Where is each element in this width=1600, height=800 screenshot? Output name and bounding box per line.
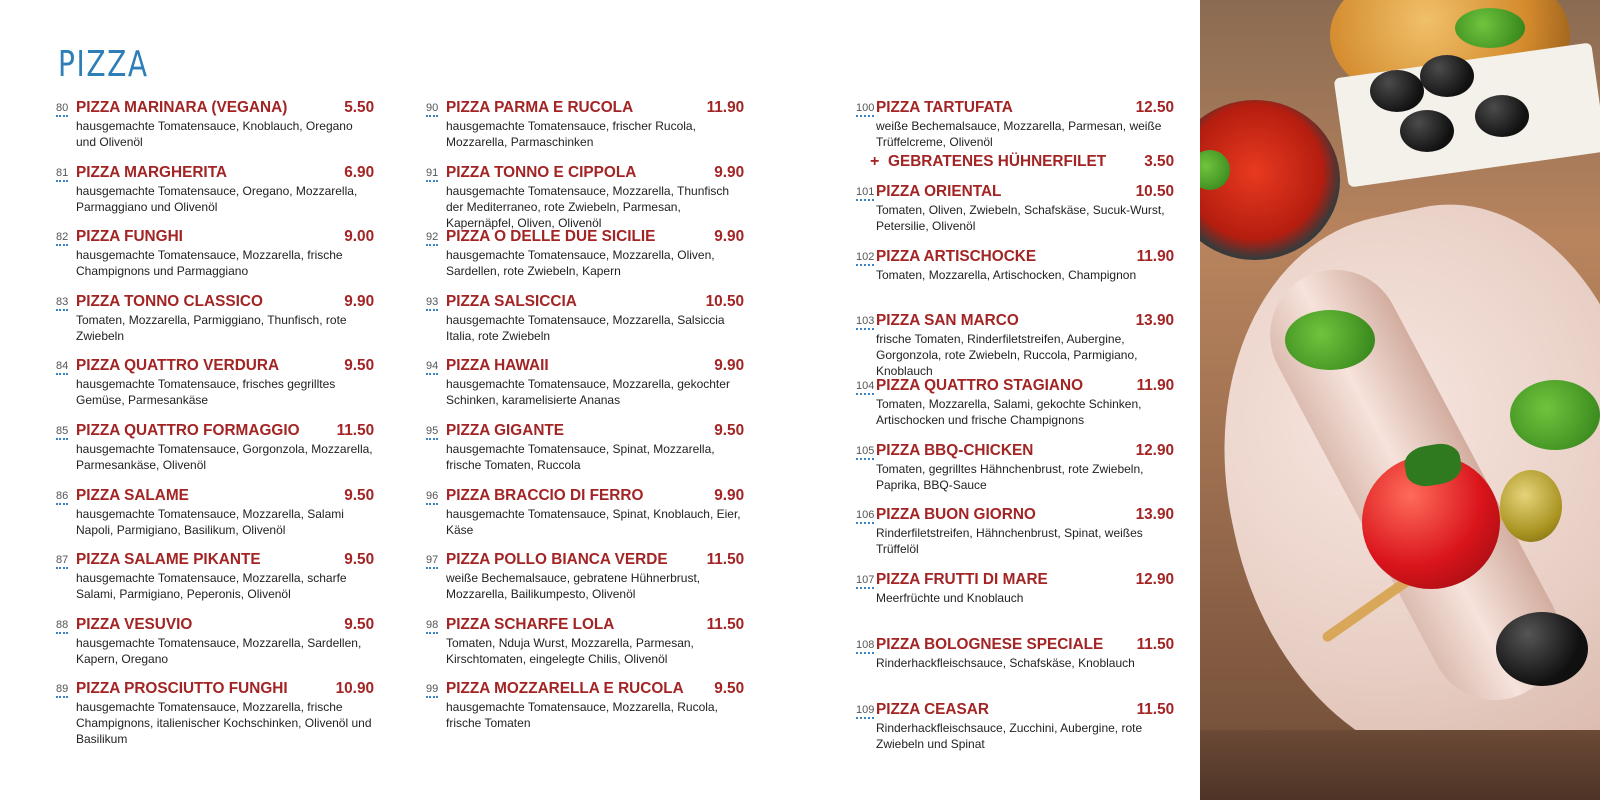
item-header (876, 571, 1174, 589)
black-olive (1496, 612, 1588, 686)
item-header (446, 487, 744, 505)
item-number: 91 (426, 167, 438, 182)
item-price: 11.90 (706, 99, 744, 116)
item-description: hausgemachte Tomatensauce, Mozzarella, gekochter Schinken, karamelisierte Ananas (446, 377, 730, 408)
item-number: 88 (56, 619, 68, 634)
menu-item (856, 183, 1174, 248)
item-price: 11.50 (706, 551, 744, 569)
item-price: 11.90 (1136, 247, 1174, 265)
item-header (76, 680, 374, 698)
item-header (876, 636, 1174, 654)
item-number: 95 (426, 425, 438, 440)
food-photo (1200, 0, 1600, 800)
item-price: 9.50 (344, 615, 374, 633)
menu-item (56, 228, 374, 293)
item-description: Rinderhackfleischsauce, Zucchini, Aubergine, rote Zwiebeln und Spinat (876, 720, 1143, 751)
item-description: Tomaten, Oliven, Zwiebeln, Schafskäse, Sucuk-Wurst, Petersilie, Olivenöl (876, 203, 1165, 233)
menu-item (856, 571, 1174, 636)
item-number: 98 (426, 619, 438, 634)
item-header (446, 293, 744, 311)
item-description: hausgemachte Tomatensauce, Mozzarella, Thunfisch der Mediterraneo, rote Zwiebeln, Parmesan, Kapernäpfel, Oliven, Olivenöl (446, 183, 730, 230)
menu-item (856, 312, 1174, 377)
item-description: weiße Bechemalsauce, gebratene Hühnerbrust, Mozzarella, Bailikumpesto, Olivenöl (446, 571, 701, 602)
item-price: 12.50 (1135, 99, 1174, 116)
menu-item (856, 99, 1174, 183)
plus-sign: + (870, 153, 880, 170)
item-header (446, 228, 744, 246)
item-price: 6.90 (344, 163, 374, 181)
item-header (76, 422, 374, 440)
item-price: 11.50 (1136, 635, 1174, 653)
item-number: 97 (426, 554, 438, 569)
menu-item (426, 293, 744, 358)
item-price: 9.00 (344, 228, 374, 246)
item-description: frische Tomaten, Rinderfiletstreifen, Aubergine, Gorgonzola, rote Zwiebeln, Ruccola, Parmigiano, Knoblauch (876, 332, 1138, 379)
menu-item (426, 164, 744, 229)
item-header (876, 183, 1174, 201)
item-price: 11.50 (1136, 700, 1174, 718)
item-number: 96 (426, 490, 438, 505)
item-description: hausgemachte Tomatensauce, Mozzarella, Salsiccia Italia, rote Zwiebeln (446, 312, 725, 343)
item-number: 92 (426, 231, 438, 246)
item-description: hausgemachte Tomatensauce, Mozzarella, Oliven, Sardellen, rote Zwiebeln, Kapern (446, 248, 715, 279)
item-description: hausgemachte Tomatensauce, Mozzarella, frische Champignons, italienischer Kochschinken, Olivenöl und Basilikum (76, 700, 372, 747)
item-name: PIZZA BBQ-CHICKEN (876, 441, 1034, 459)
item-price: 11.50 (706, 615, 744, 633)
item-name: PIZZA MARINARA (VEGANA) (76, 99, 288, 116)
item-header (76, 293, 374, 311)
item-price: 13.90 (1135, 506, 1174, 524)
menu-item (426, 616, 744, 681)
item-name: PIZZA FUNGHI (76, 228, 183, 246)
item-description: hausgemachte Tomatensauce, Mozzarella, Salami Napoli, Parmigiano, Basilikum, Olivenöl (76, 506, 344, 537)
green-olive (1500, 470, 1562, 542)
item-price: 9.50 (714, 421, 744, 439)
item-number: 85 (56, 425, 68, 440)
item-price: 9.90 (344, 292, 374, 310)
menu-item (426, 99, 744, 164)
item-header (76, 228, 374, 246)
menu-item (426, 357, 744, 422)
item-name: PIZZA SALAME (76, 486, 189, 504)
item-name: PIZZA PARMA E RUCOLA (446, 99, 634, 116)
item-header (446, 99, 744, 117)
menu-item (56, 487, 374, 552)
item-header (76, 164, 374, 182)
menu-item (856, 506, 1174, 571)
item-price: 11.90 (1136, 377, 1174, 395)
menu-item (56, 422, 374, 487)
item-number: 86 (56, 490, 68, 505)
parsley-sprig (1285, 310, 1375, 370)
item-description: Tomaten, Mozzarella, Artischocken, Champignon (876, 267, 1137, 282)
item-price: 10.50 (705, 292, 744, 310)
item-name: PIZZA ARTISCHOCKE (876, 247, 1037, 265)
menu-item (56, 680, 374, 745)
item-name: PIZZA SALSICCIA (446, 292, 577, 310)
menu-item (426, 422, 744, 487)
item-number: 93 (426, 296, 438, 311)
item-name: PIZZA O DELLE DUE SICILIE (446, 228, 656, 246)
item-price: 11.50 (336, 421, 374, 439)
item-number: 94 (426, 360, 438, 375)
parsley-sprig (1510, 380, 1600, 450)
item-description: hausgemachte Tomatensauce, Oregano, Mozzarella, Parmaggiano und Olivenöl (76, 183, 358, 214)
item-name: PIZZA SAN MARCO (876, 312, 1019, 330)
item-name: PIZZA TONNO E CIPPOLA (446, 163, 637, 181)
item-price: 9.50 (344, 551, 374, 569)
item-price: 9.50 (344, 486, 374, 504)
item-description: Rinderfiletstreifen, Hähnchenbrust, Spinat, weißes Trüffelöl (876, 526, 1143, 557)
item-description: hausgemachte Tomatensauce, Mozzarella, Rucola, frische Tomaten (446, 700, 718, 731)
item-description: Rinderhackfleischsauce, Schafskäse, Knoblauch (876, 655, 1135, 670)
menu-column-3 (856, 99, 1174, 765)
item-header (876, 377, 1174, 395)
item-price: 9.90 (714, 163, 744, 181)
item-price: 10.50 (1135, 183, 1174, 200)
black-olive (1400, 110, 1454, 152)
item-price: 9.90 (714, 228, 744, 246)
item-name: PIZZA QUATTRO FORMAGGIO (76, 421, 300, 439)
item-name: PIZZA BRACCIO DI FERRO (446, 486, 644, 504)
menu-item (426, 551, 744, 616)
item-number: 83 (56, 296, 68, 311)
item-description: hausgemachte Tomatensauce, Gorgonzola, Mozzarella, Parmesankäse, Olivenöl (76, 441, 373, 472)
item-description: hausgemachte Tomatensauce, Spinat, Knoblauch, Eier, Käse (446, 506, 741, 537)
item-number: 106 (856, 509, 874, 524)
menu-item (426, 228, 744, 293)
black-olive (1370, 70, 1424, 112)
item-number: 100 (856, 102, 874, 117)
item-header (76, 99, 374, 117)
item-description: Tomaten, Mozzarella, Parmiggiano, Thunfisch, rote Zwiebeln (76, 312, 347, 343)
item-header (876, 312, 1174, 330)
menu-item (56, 99, 374, 164)
item-header (446, 422, 744, 440)
item-number: 81 (56, 167, 68, 182)
item-header (446, 680, 744, 698)
item-description: Meerfrüchte und Knoblauch (876, 591, 1024, 606)
item-name: PIZZA HAWAII (446, 357, 549, 375)
item-description: hausgemachte Tomatensauce, frischer Rucola, Mozzarella, Parmaschinken (446, 119, 696, 149)
item-description: hausgemachte Tomatensauce, Spinat, Mozzarella, frische Tomaten, Ruccola (446, 441, 715, 472)
item-description: hausgemachte Tomatensauce, Knoblauch, Oregano und Olivenöl (76, 119, 353, 149)
menu-column-2 (426, 99, 744, 745)
menu-item (856, 701, 1174, 766)
item-header (446, 551, 744, 569)
item-header (446, 616, 744, 634)
black-olive (1420, 55, 1474, 97)
item-name: PIZZA VESUVIO (76, 615, 193, 633)
item-name: PIZZA CEASAR (876, 700, 989, 718)
item-price: 9.50 (344, 357, 374, 375)
menu-item (426, 680, 744, 745)
item-description: Tomaten, Nduja Wurst, Mozzarella, Parmesan, Kirschtomaten, eingelegte Chilis, Olivenöl (446, 635, 694, 666)
item-name: PIZZA MOZZARELLA E RUCOLA (446, 680, 684, 698)
item-name: PIZZA ORIENTAL (876, 183, 1002, 200)
item-number: 80 (56, 102, 68, 117)
item-description: hausgemachte Tomatensauce, Mozzarella, frische Champignons und Parmaggiano (76, 248, 343, 279)
item-name: PIZZA PROSCIUTTO FUNGHI (76, 680, 288, 698)
item-header (876, 701, 1174, 719)
item-name: PIZZA SALAME PIKANTE (76, 551, 261, 569)
item-number: 87 (56, 554, 68, 569)
item-number: 90 (426, 102, 438, 117)
menu-item (856, 442, 1174, 507)
item-name: PIZZA BOLOGNESE SPECIALE (876, 635, 1104, 653)
item-name: PIZZA MARGHERITA (76, 163, 228, 181)
item-number: 89 (56, 683, 68, 698)
item-description: Tomaten, gegrilltes Hähnchenbrust, rote Zwiebeln, Paprika, BBQ-Sauce (876, 461, 1144, 492)
item-header (876, 99, 1174, 117)
menu-item (856, 377, 1174, 442)
item-description: Tomaten, Mozzarella, Salami, gekochte Schinken, Artischocken und frische Champignons (876, 397, 1142, 428)
black-olive (1475, 95, 1529, 137)
item-price: 9.90 (714, 357, 744, 375)
menu-item (426, 487, 744, 552)
item-price: 12.90 (1135, 441, 1174, 459)
extra-price: 3.50 (1144, 153, 1174, 170)
item-description: hausgemachte Tomatensauce, Mozzarella, scharfe Salami, Parmigiano, Peperonis, Olivenöl (76, 571, 347, 602)
item-number: 104 (856, 380, 874, 395)
item-name: PIZZA TONNO CLASSICO (76, 292, 263, 310)
item-description: hausgemachte Tomatensauce, Mozzarella, Sardellen, Kapern, Oregano (76, 635, 362, 666)
extra-header (888, 153, 1174, 171)
item-number: 103 (856, 315, 874, 330)
item-name: PIZZA BUON GIORNO (876, 506, 1036, 524)
item-number: 102 (856, 251, 874, 266)
extra-name: GEBRATENES HÜHNERFILET (888, 153, 1107, 170)
item-description: weiße Bechemalsauce, Mozzarella, Parmesan, weiße Trüffelcreme, Olivenöl (876, 119, 1162, 149)
menu-item (856, 636, 1174, 701)
menu-item (56, 551, 374, 616)
item-price: 5.50 (344, 99, 374, 116)
wooden-table (1200, 730, 1600, 800)
item-header (446, 357, 744, 375)
item-name: PIZZA SCHARFE LOLA (446, 615, 615, 633)
item-name: PIZZA GIGANTE (446, 421, 565, 439)
item-name: PIZZA QUATTRO VERDURA (76, 357, 280, 375)
item-name: PIZZA QUATTRO STAGIANO (876, 377, 1084, 395)
item-header (446, 164, 744, 182)
item-number: 101 (856, 186, 874, 201)
menu-item (56, 293, 374, 358)
item-name: PIZZA FRUTTI DI MARE (876, 571, 1048, 589)
menu-item (56, 616, 374, 681)
menu-item (56, 357, 374, 422)
item-number: 107 (856, 574, 874, 589)
item-name: PIZZA TARTUFATA (876, 99, 1013, 116)
item-header (76, 487, 374, 505)
item-number: 109 (856, 704, 874, 719)
item-price: 9.50 (714, 680, 744, 698)
item-price: 12.90 (1135, 571, 1174, 589)
item-extra (870, 153, 1174, 171)
item-header (876, 442, 1174, 460)
item-header (876, 506, 1174, 524)
item-header (76, 357, 374, 375)
item-header (876, 248, 1174, 266)
menu-item (856, 248, 1174, 313)
item-number: 105 (856, 445, 874, 460)
item-number: 82 (56, 231, 68, 246)
item-price: 10.90 (335, 680, 374, 698)
item-name: PIZZA POLLO BIANCA VERDE (446, 551, 668, 569)
item-number: 84 (56, 360, 68, 375)
item-description: hausgemachte Tomatensauce, frisches gegrilltes Gemüse, Parmesankäse (76, 377, 336, 408)
item-header (76, 616, 374, 634)
item-header (76, 551, 374, 569)
item-number: 108 (856, 639, 874, 654)
menu-column-1 (56, 99, 374, 745)
menu-title: PIZZA (58, 44, 149, 85)
item-price: 9.90 (714, 486, 744, 504)
item-number: 99 (426, 683, 438, 698)
menu-item (56, 164, 374, 229)
herb-leaf (1455, 8, 1525, 48)
item-price: 13.90 (1135, 312, 1174, 330)
